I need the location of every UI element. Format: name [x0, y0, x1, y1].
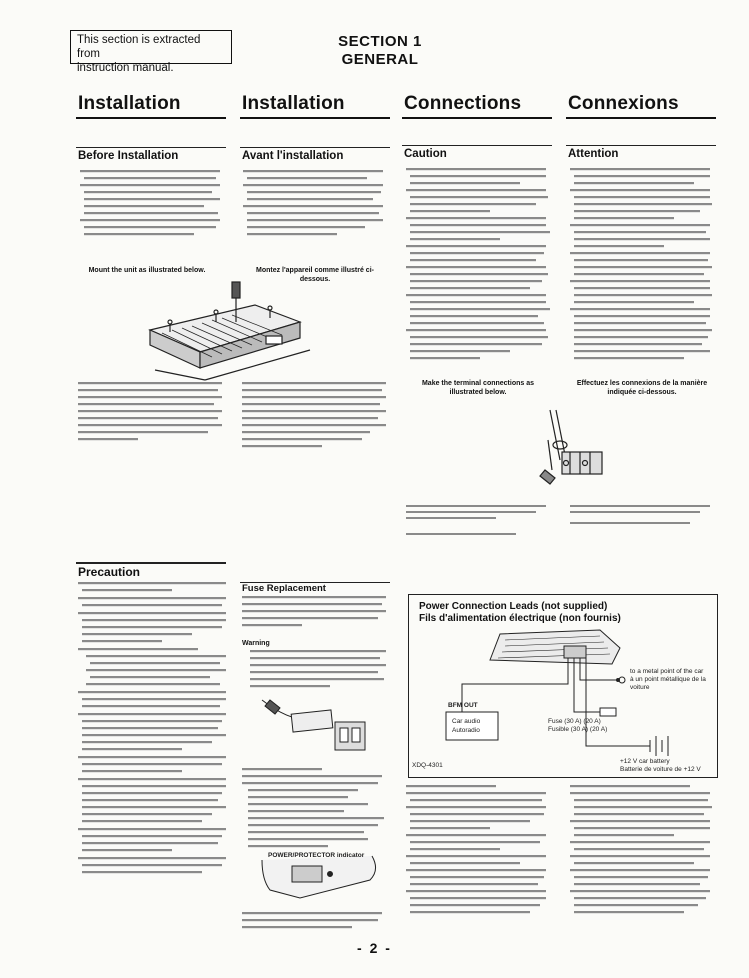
terminal-caption-fr: Effectuez les connexions de la manière indiquée ci-dessous.: [576, 380, 708, 396]
power-box-title-fr: Fils d'alimentation électrique (non fournis): [419, 613, 621, 624]
col3-title: Connections: [404, 93, 522, 114]
fuse-title: Fuse Replacement: [242, 583, 326, 594]
col2-subtitle: Avant l'installation: [242, 150, 344, 162]
car-audio-label: Car audio: [452, 718, 481, 725]
precaution-title: Precaution: [78, 565, 141, 579]
notice-line-2: instruction manual.: [77, 62, 174, 74]
col1-subtitle: Before Installation: [78, 150, 179, 162]
protector-label: POWER/PROTECTOR indicator: [268, 852, 365, 859]
fuse-en: Fuse (30 A) (20 A): [548, 718, 601, 725]
battery-en: +12 V car battery: [620, 758, 670, 765]
fuse-fr: Fusible (30 A) (20 A): [548, 726, 608, 733]
metal-point-en: to a metal point of the car: [630, 668, 704, 675]
terminal-caption-en: Make the terminal connections as illustrated below.: [421, 380, 535, 396]
notice-line-1: This section is extracted from: [77, 34, 201, 60]
warning-label: Warning: [242, 640, 270, 647]
car-audio-fr-label: Autoradio: [452, 727, 480, 734]
battery-fr: Batterie de voiture de +12 V: [620, 766, 701, 773]
section-number: SECTION 1: [338, 33, 422, 50]
col4-subtitle: Attention: [568, 148, 619, 160]
diagram-code: XDQ-4301: [412, 762, 443, 769]
bfm-out-label: BFM OUT: [448, 702, 478, 709]
mount-caption-en: Mount the unit as illustrated below.: [88, 267, 206, 274]
mount-caption-fr: Montez l'appareil comme illustré ci-dessous.: [256, 267, 374, 283]
col3-subtitle: Caution: [404, 148, 447, 160]
fuse-label: [548, 718, 607, 734]
col2-title: Installation: [242, 93, 345, 114]
col4-title: Connexions: [568, 93, 679, 114]
col1-title: Installation: [78, 93, 181, 114]
page-number: - 2 -: [357, 940, 392, 956]
battery-label: [620, 758, 701, 774]
metal-point-label: [630, 668, 714, 692]
power-box-title-en: Power Connection Leads (not supplied): [419, 601, 608, 612]
metal-point-fr: à un point métallique de la voiture: [630, 676, 706, 691]
section-name: GENERAL: [341, 51, 419, 68]
